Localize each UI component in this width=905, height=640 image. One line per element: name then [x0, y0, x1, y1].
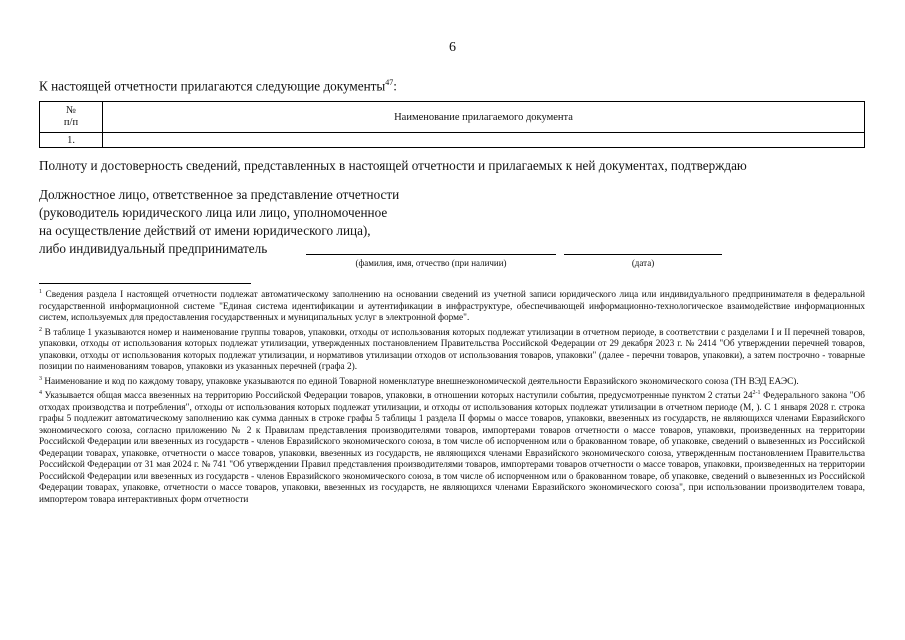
footnote-2 [39, 325, 865, 374]
header-number-line2: п/п [63, 117, 79, 128]
footnote-separator [39, 283, 251, 284]
footnotes [39, 287, 865, 506]
footnote-text: В таблице 1 указываются номер и наименование группы товаров, упаковки, отходы от использования которых подлежат утилизации в отчетном периоде, в соответствии с разделами I и II перечней товаров, упаковки, отходы от использования которых подлежат утилизации, утвержденных постановлением Правительства Российской Федерации от 29 декабря 2023 г. № 2414 "Об утверждении перечней товаров, упаковки, отходы от использования которых подлежат утилизации, и нормативов утилизации отходов от использования товаров, упаковки" (далее - перечни товаров, упаковки), а затем построчно - товарные позиции по наименованиям товаров, упаковки из указанных перечней (графа 2). [39, 327, 865, 373]
date-caption: (дата) [631, 258, 655, 268]
article-superscript: 2-1 [752, 390, 761, 397]
header-number [40, 102, 103, 133]
official-line-1: Должностное лицо, ответственное за представление отчетности [39, 187, 400, 202]
row-document-name[interactable] [103, 133, 865, 148]
responsible-official-block [39, 186, 399, 258]
footnote-text: Указывается общая масса ввезенных на территорию Российской Федерации товаров, упаковки, в отношении которых наступили события, предусмотренные пунктом 2 статьи 24 [44, 391, 753, 402]
table-header-row [40, 102, 865, 133]
footnote-ref: 2 [39, 326, 42, 333]
row-number: 1. [40, 133, 103, 148]
confirmation-statement: Полноту и достоверность сведений, представленных в настоящей отчетности и прилагаемых к ней документах, подтверждаю [39, 158, 747, 173]
official-line-4: либо индивидуальный предприниматель [39, 241, 268, 256]
footnote-4 [39, 388, 865, 506]
footnote-3 [39, 374, 865, 389]
page-number: 6 [449, 40, 456, 55]
footnote-text-cont: Федерального закона "Об отходах производства и потребления", отходы от использования которых подлежат утилизации, и отходы от использования которых подлежат утилизации в отчетном периоде (М, ). С 1 января 2028 г. строка графы 5 подлежит автоматическому заполнению как сумма данных в строке графы 5 таблицы 1 раздела II формы о массе товаров, упаковки, ввезенных из государств, не являющихся членами Евразийского экономического союза, согласно приложению № 2 к Правилам представления производителями товаров, импортерами товаров отчетности о массе товаров, упаковки, произведенных на территории Российской Федерации или ввезенных из государств - членов Евразийского экономического союза, в том числе об испорченном или о бракованном товаре, об упаковке, сведений о вывезенных из Российской Федерации товарах, упаковке, отчетности о массе товаров, упаковки, ввезенных из государств, не являющихся членами Евразийского экономического союза, утвержденным постановлением Правительства Российской Федерации от 31 мая 2024 г. № 741 "Об утверждении Правил представления производителями товаров, импортерами товаров отчетности о массе товаров, упаковки, произведенных на территории Российской Федерации или ввезенных из государств - членов Евразийского экономического союза, в том числе об испорченном или о бракованном товаре, об упаковке, сведений о вывезенных из Российской Федерации товарах, упаковке, отчетности о массе товаров, упаковки, ввезенных из государств, не являющихся членами Евразийского экономического союза", при использовании производителем товара, импортером товара интерактивных форм отчетности [39, 391, 865, 505]
date-signature-line[interactable] [564, 254, 722, 255]
footnote-ref-47: 47 [385, 78, 394, 87]
footnote-ref: 4 [39, 390, 42, 397]
attachments-intro [39, 78, 397, 94]
name-signature-line[interactable] [306, 254, 556, 255]
attachments-table [39, 101, 865, 148]
header-number-line1: № [65, 105, 77, 116]
footnote-text: Сведения раздела I настоящей отчетности подлежат автоматическому заполнению на основании сведений из учетной записи юридического лица или индивидуального предпринимателя в федеральной государственной информационной системе "Единая система идентификации и аутентификации в инфраструктуре, обеспечивающей информационно-технологическое взаимодействие информационных систем, используемых для предоставления государственных и муниципальных услуг в электронной форме". [39, 290, 865, 324]
footnote-text: Наименование и код по каждому товару, упаковке указываются по единой Товарной номенклатуре внешнеэкономической деятельности Евразийского экономического союза (ТН ВЭД ЕАЭС). [44, 376, 799, 387]
name-caption: (фамилия, имя, отчество (при наличии) [355, 258, 507, 268]
footnote-1 [39, 287, 865, 325]
official-line-3: на осуществление действий от имени юридического лица), [39, 223, 371, 238]
header-document-name: Наименование прилагаемого документа [103, 102, 865, 133]
official-line-2: (руководитель юридического лица или лицо, уполномоченное [39, 205, 388, 220]
intro-text: К настоящей отчетности прилагаются следующие документы [39, 78, 386, 94]
footnote-ref: 3 [39, 375, 42, 382]
intro-tail: : [393, 78, 397, 94]
table-row [40, 133, 865, 148]
footnote-ref: 1 [39, 289, 42, 295]
